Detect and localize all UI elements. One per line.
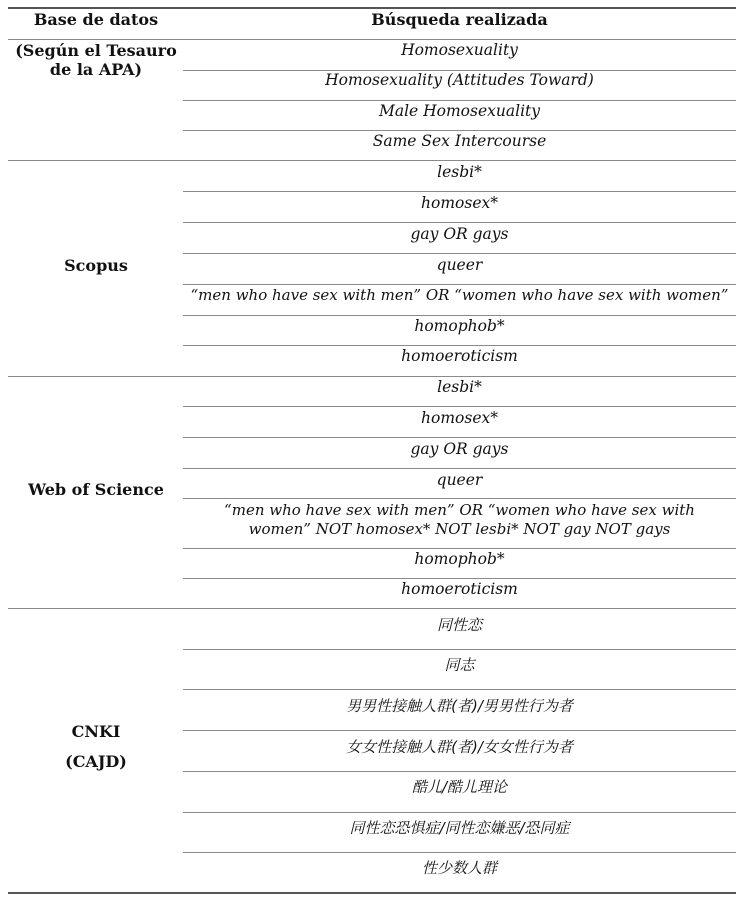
header-search: Búsqueda realizada xyxy=(371,10,548,29)
term: lesbi* xyxy=(437,378,482,396)
term: “men who have sex with men” OR “women who have sex with women” NOT homosex* NOT lesbi* NOT gay NOT gays xyxy=(224,501,695,538)
row-rule xyxy=(183,468,736,469)
term: homophob* xyxy=(414,550,505,568)
term: Male Homosexuality xyxy=(378,102,541,120)
db-apa: (Según el Tesauro de la APA) xyxy=(15,41,177,79)
term: 同性恋恐惧症/同性恋嫌恶/恐同症 xyxy=(349,819,570,837)
db-web-of-science: Web of Science xyxy=(28,480,164,499)
term: 同性恋 xyxy=(436,616,482,634)
term: Homosexuality (Attitudes Toward) xyxy=(325,71,594,89)
term: 女女性接触人群(者)/女女性行为者 xyxy=(346,738,573,756)
row-rule xyxy=(183,730,736,731)
row-rule xyxy=(183,253,736,254)
row-rule xyxy=(183,771,736,772)
term: gay OR gays xyxy=(410,225,509,243)
term: 酷儿/酷儿理论 xyxy=(411,778,508,796)
group-rule xyxy=(8,608,736,609)
row-rule xyxy=(183,315,736,316)
term: homoeroticism xyxy=(401,347,518,365)
term: gay OR gays xyxy=(410,440,509,458)
row-rule xyxy=(183,345,736,346)
db-scopus: Scopus xyxy=(64,256,128,275)
group-rule xyxy=(8,160,736,161)
term: 性少数人群 xyxy=(421,859,497,877)
row-rule xyxy=(183,100,736,101)
term: homoeroticism xyxy=(401,580,518,598)
row-rule xyxy=(183,852,736,853)
row-rule xyxy=(183,191,736,192)
row-rule xyxy=(183,812,736,813)
term: queer xyxy=(436,471,483,489)
row-rule xyxy=(183,284,736,285)
term: homosex* xyxy=(421,409,498,427)
row-rule xyxy=(183,578,736,579)
row-rule xyxy=(183,130,736,131)
table-bottom-rule xyxy=(8,892,736,894)
db-cnki-sub: (CAJD) xyxy=(65,752,127,771)
row-rule xyxy=(183,437,736,438)
term: homosex* xyxy=(421,194,498,212)
term: 男男性接触人群(者)/男男性行为者 xyxy=(346,697,573,715)
term: queer xyxy=(436,256,483,274)
row-rule xyxy=(183,406,736,407)
table-top-rule xyxy=(8,7,736,9)
term: Homosexuality xyxy=(401,41,518,59)
header-database: Base de datos xyxy=(33,10,159,29)
term: homophob* xyxy=(414,317,505,335)
row-rule xyxy=(183,498,736,499)
term: lesbi* xyxy=(437,163,482,181)
row-rule xyxy=(183,649,736,650)
row-rule xyxy=(183,548,736,549)
db-cnki: CNKI xyxy=(71,722,121,741)
term: Same Sex Intercourse xyxy=(372,132,547,150)
header-rule xyxy=(8,39,736,40)
row-rule xyxy=(183,689,736,690)
term: “men who have sex with men” OR “women who have sex with women” xyxy=(190,286,729,304)
row-rule xyxy=(183,222,736,223)
term: 同志 xyxy=(444,656,475,674)
group-rule xyxy=(8,376,736,377)
